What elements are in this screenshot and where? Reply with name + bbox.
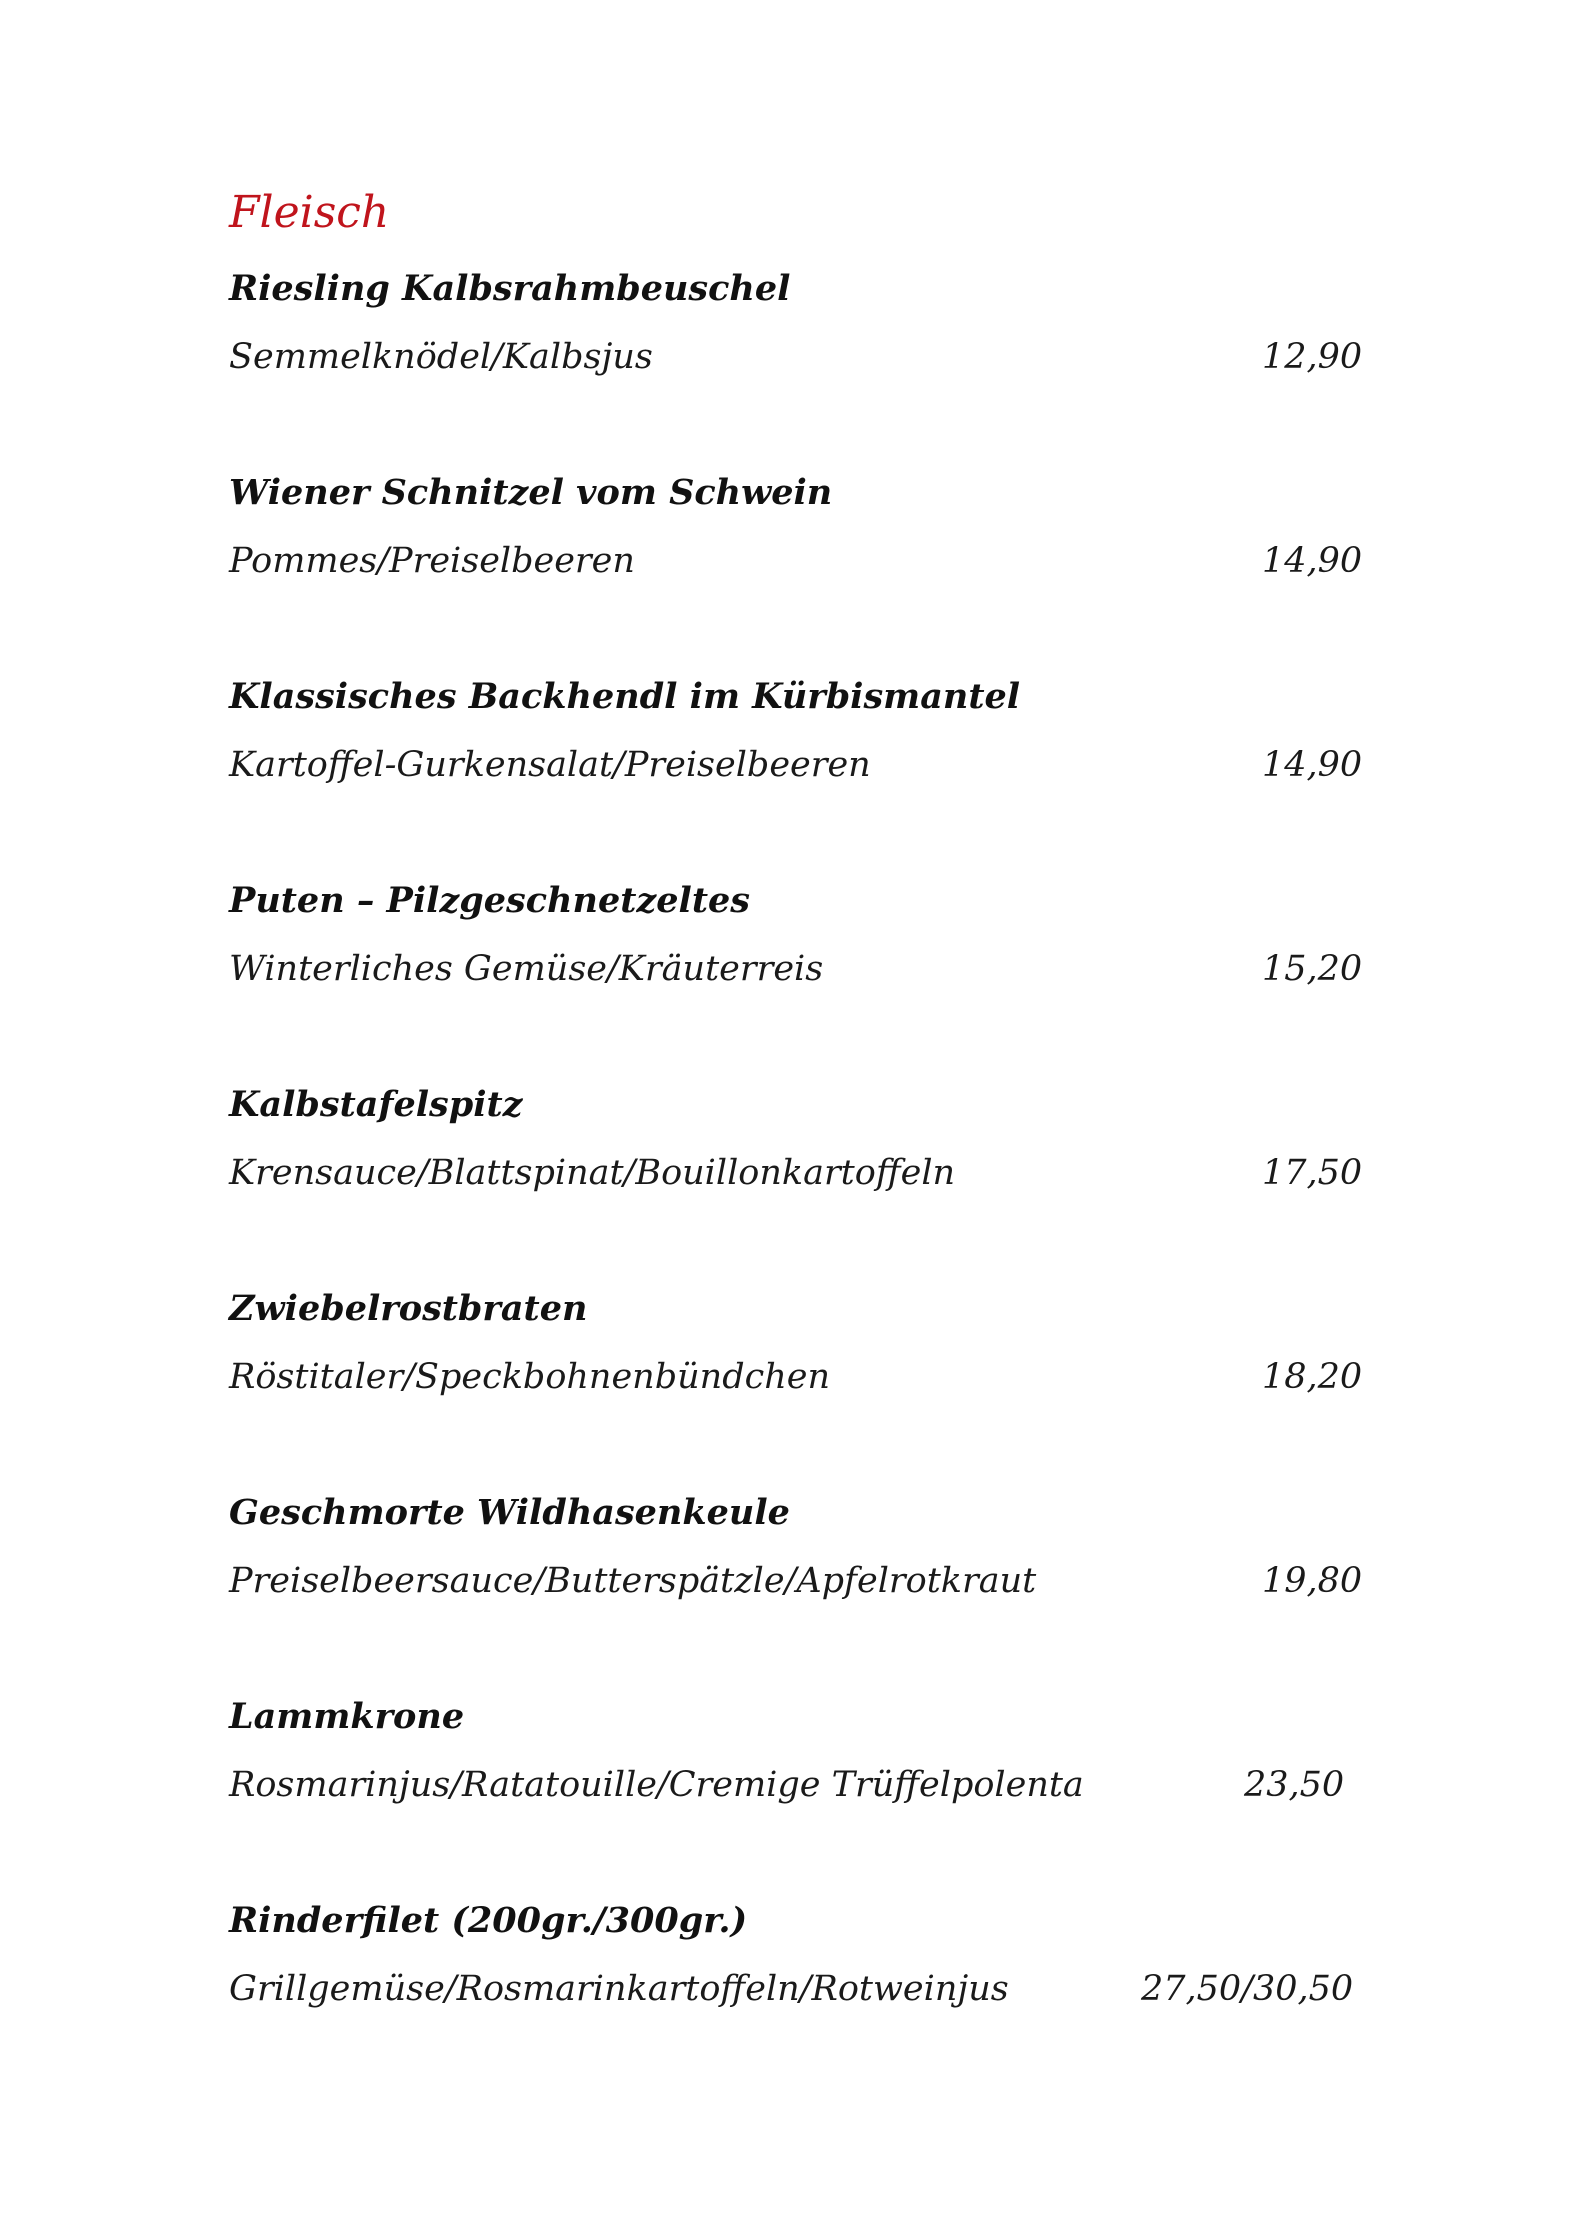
dish-description: Semmelknödel/Kalbsjus	[229, 337, 653, 377]
dish-price: 14,90	[1262, 745, 1363, 785]
dish-price: 19,80	[1262, 1561, 1363, 1601]
dish-description: Rosmarinjus/Ratatouille/Cremige Trüffelpolenta	[229, 1765, 1084, 1805]
section-title: Fleisch	[229, 187, 390, 238]
menu-item	[229, 265, 1363, 395]
dish-price: 14,90	[1262, 541, 1363, 581]
menu-item	[229, 1489, 1363, 1619]
dish-name: Klassisches Backhendl im Kürbismantel	[229, 676, 1021, 717]
dish-price: 18,20	[1262, 1357, 1363, 1397]
dish-name: Wiener Schnitzel vom Schwein	[229, 472, 833, 513]
dish-price: 15,20	[1262, 949, 1363, 989]
menu-item	[229, 1693, 1349, 1823]
dish-description: Winterliches Gemüse/Kräuterreis	[229, 949, 824, 989]
dish-description: Grillgemüse/Rosmarinkartoffeln/Rotweinjus	[229, 1969, 1009, 2009]
menu-item	[229, 877, 1363, 1007]
dish-description: Pommes/Preiselbeeren	[229, 541, 635, 581]
menu-item	[229, 1081, 1363, 1211]
dish-name: Geschmorte Wildhasenkeule	[229, 1492, 790, 1533]
dish-description: Röstitaler/Speckbohnenbündchen	[229, 1357, 831, 1397]
dish-price: 12,90	[1262, 337, 1363, 377]
dish-description: Krensauce/Blattspinat/Bouillonkartoffeln	[229, 1153, 956, 1193]
dish-name: Rinderfilet (200gr./300gr.)	[229, 1900, 748, 1941]
dish-name: Zwiebelrostbraten	[229, 1288, 588, 1329]
menu-item	[229, 673, 1363, 803]
dish-name: Kalbstafelspitz	[229, 1084, 523, 1125]
dish-description: Kartoffel-Gurkensalat/Preiselbeeren	[229, 745, 871, 785]
dish-name: Riesling Kalbsrahmbeuschel	[229, 268, 791, 309]
dish-name: Lammkrone	[229, 1696, 465, 1737]
dish-price: 23,50	[1244, 1765, 1345, 1805]
dish-price: 17,50	[1262, 1153, 1363, 1193]
dish-name: Puten – Pilzgeschnetzeltes	[229, 880, 750, 921]
dish-description: Preiselbeersauce/Butterspätzle/Apfelrotkraut	[229, 1561, 1037, 1601]
menu-item	[229, 469, 1363, 599]
dish-price: 27,50/30,50	[1141, 1969, 1354, 2009]
menu-item	[229, 1897, 1354, 2027]
menu-item	[229, 1285, 1363, 1415]
